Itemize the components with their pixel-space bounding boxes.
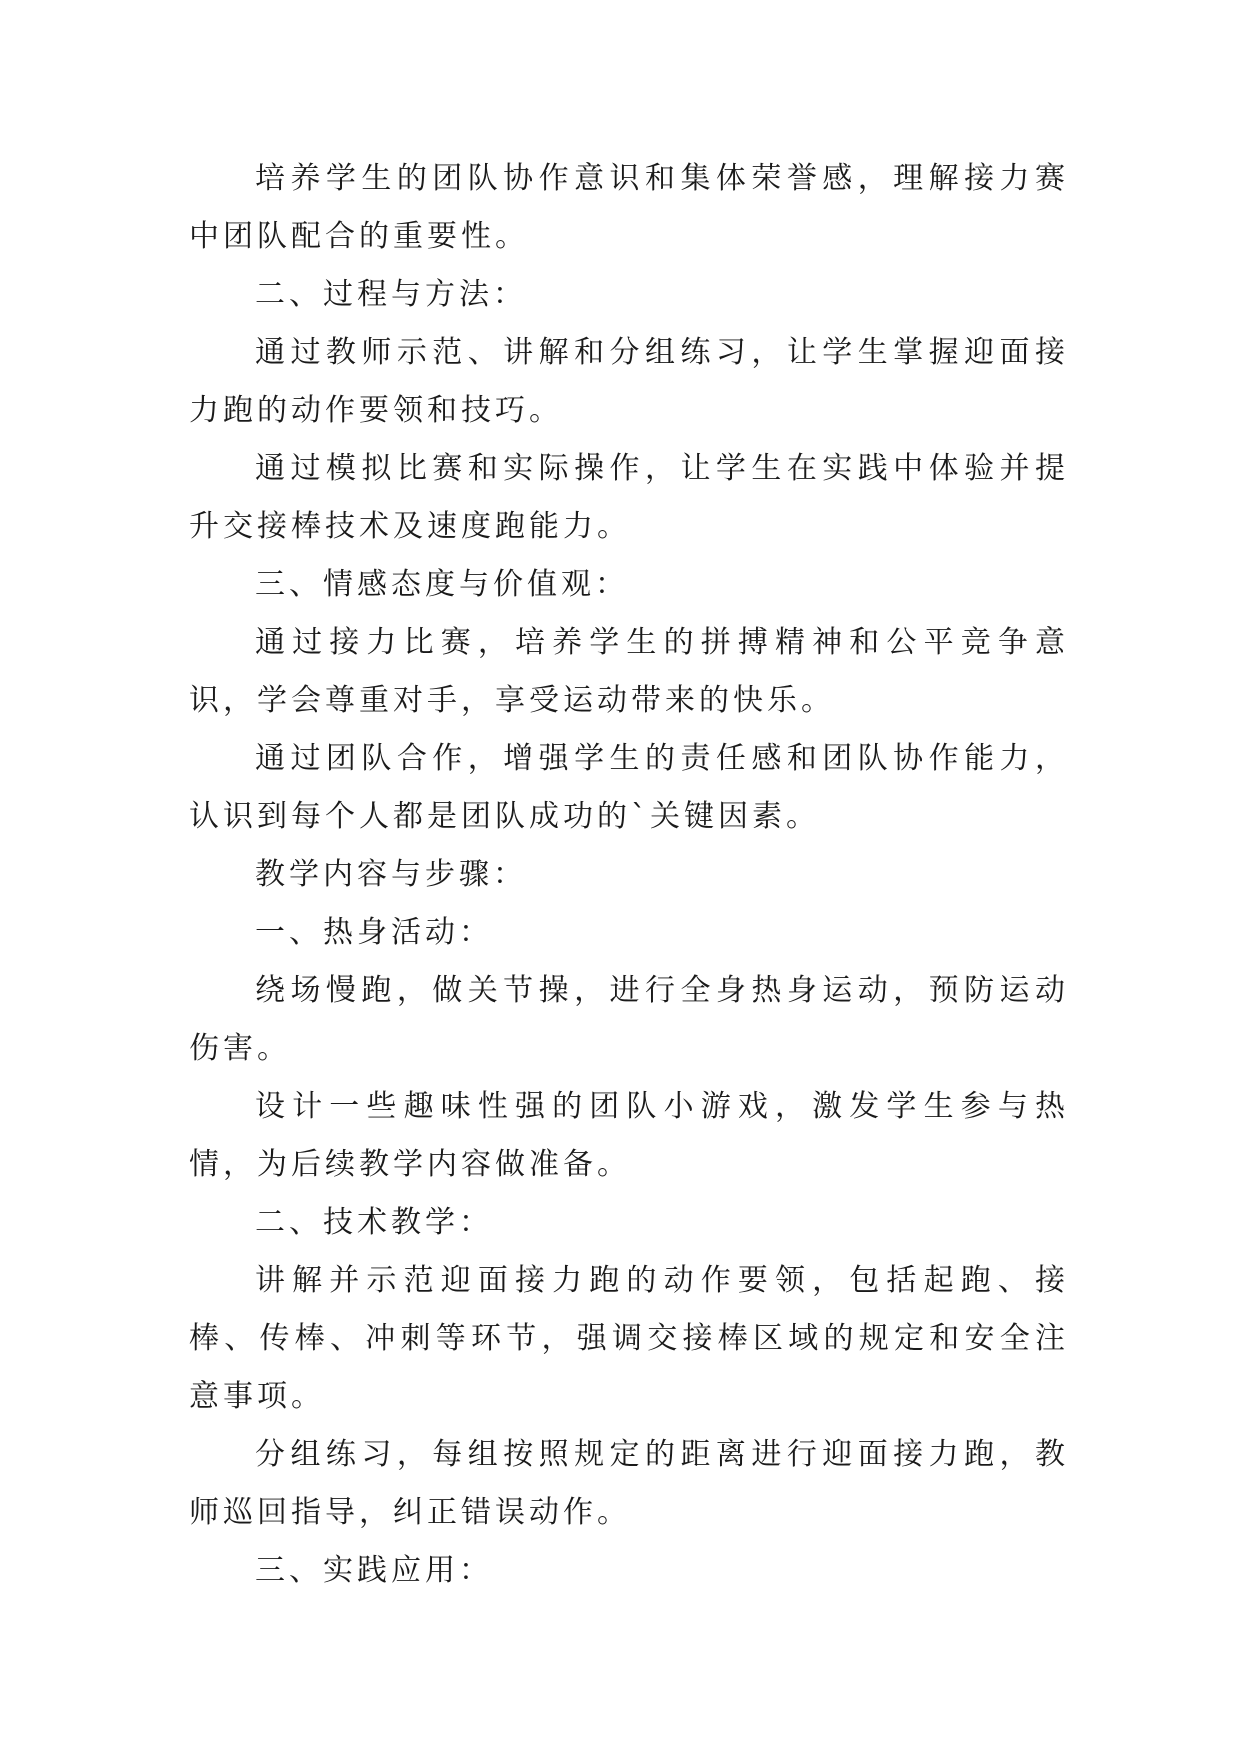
heading-emotion-attitude-values: 三、情感态度与价值观： bbox=[255, 567, 629, 602]
paragraph-competition-spirit: 通过接力比赛，培养学生的拼搏精神和公平竞争意识，学会尊重对手，享受运动带来的快乐。 bbox=[189, 625, 1069, 718]
heading-process-and-method: 二、过程与方法： bbox=[255, 277, 527, 312]
paragraph-simulated-competition: 通过模拟比赛和实际操作，让学生在实践中体验并提升交接棒技术及速度跑能力。 bbox=[189, 451, 1069, 544]
paragraph-technique-explanation: 讲解并示范迎面接力跑的动作要领，包括起跑、接棒、传棒、冲刺等环节，强调交接棒区域的规定和安全注意事项。 bbox=[189, 1263, 1069, 1414]
paragraph-group-practice: 分组练习，每组按照规定的距离进行迎面接力跑，教师巡回指导，纠正错误动作。 bbox=[189, 1437, 1069, 1530]
paragraph-team-responsibility: 通过团队合作，增强学生的责任感和团队协作能力，认识到每个人都是团队成功的`关键因素。 bbox=[189, 741, 1069, 834]
heading-practical-application: 三、实践应用： bbox=[255, 1553, 493, 1588]
heading-technique-teaching: 二、技术教学： bbox=[255, 1205, 493, 1240]
document-body bbox=[189, 150, 1069, 1600]
paragraph-team-games: 设计一些趣味性强的团队小游戏，激发学生参与热情，为后续教学内容做准备。 bbox=[189, 1089, 1069, 1182]
paragraph-warm-up-jogging: 绕场慢跑，做关节操，进行全身热身运动，预防运动伤害。 bbox=[189, 973, 1069, 1066]
heading-teaching-content-steps: 教学内容与步骤： bbox=[255, 857, 527, 892]
heading-warm-up: 一、热身活动： bbox=[255, 915, 493, 950]
paragraph-teamwork-goal: 培养学生的团队协作意识和集体荣誉感，理解接力赛中团队配合的重要性。 bbox=[189, 161, 1069, 254]
paragraph-demonstration: 通过教师示范、讲解和分组练习，让学生掌握迎面接力跑的动作要领和技巧。 bbox=[189, 335, 1069, 428]
